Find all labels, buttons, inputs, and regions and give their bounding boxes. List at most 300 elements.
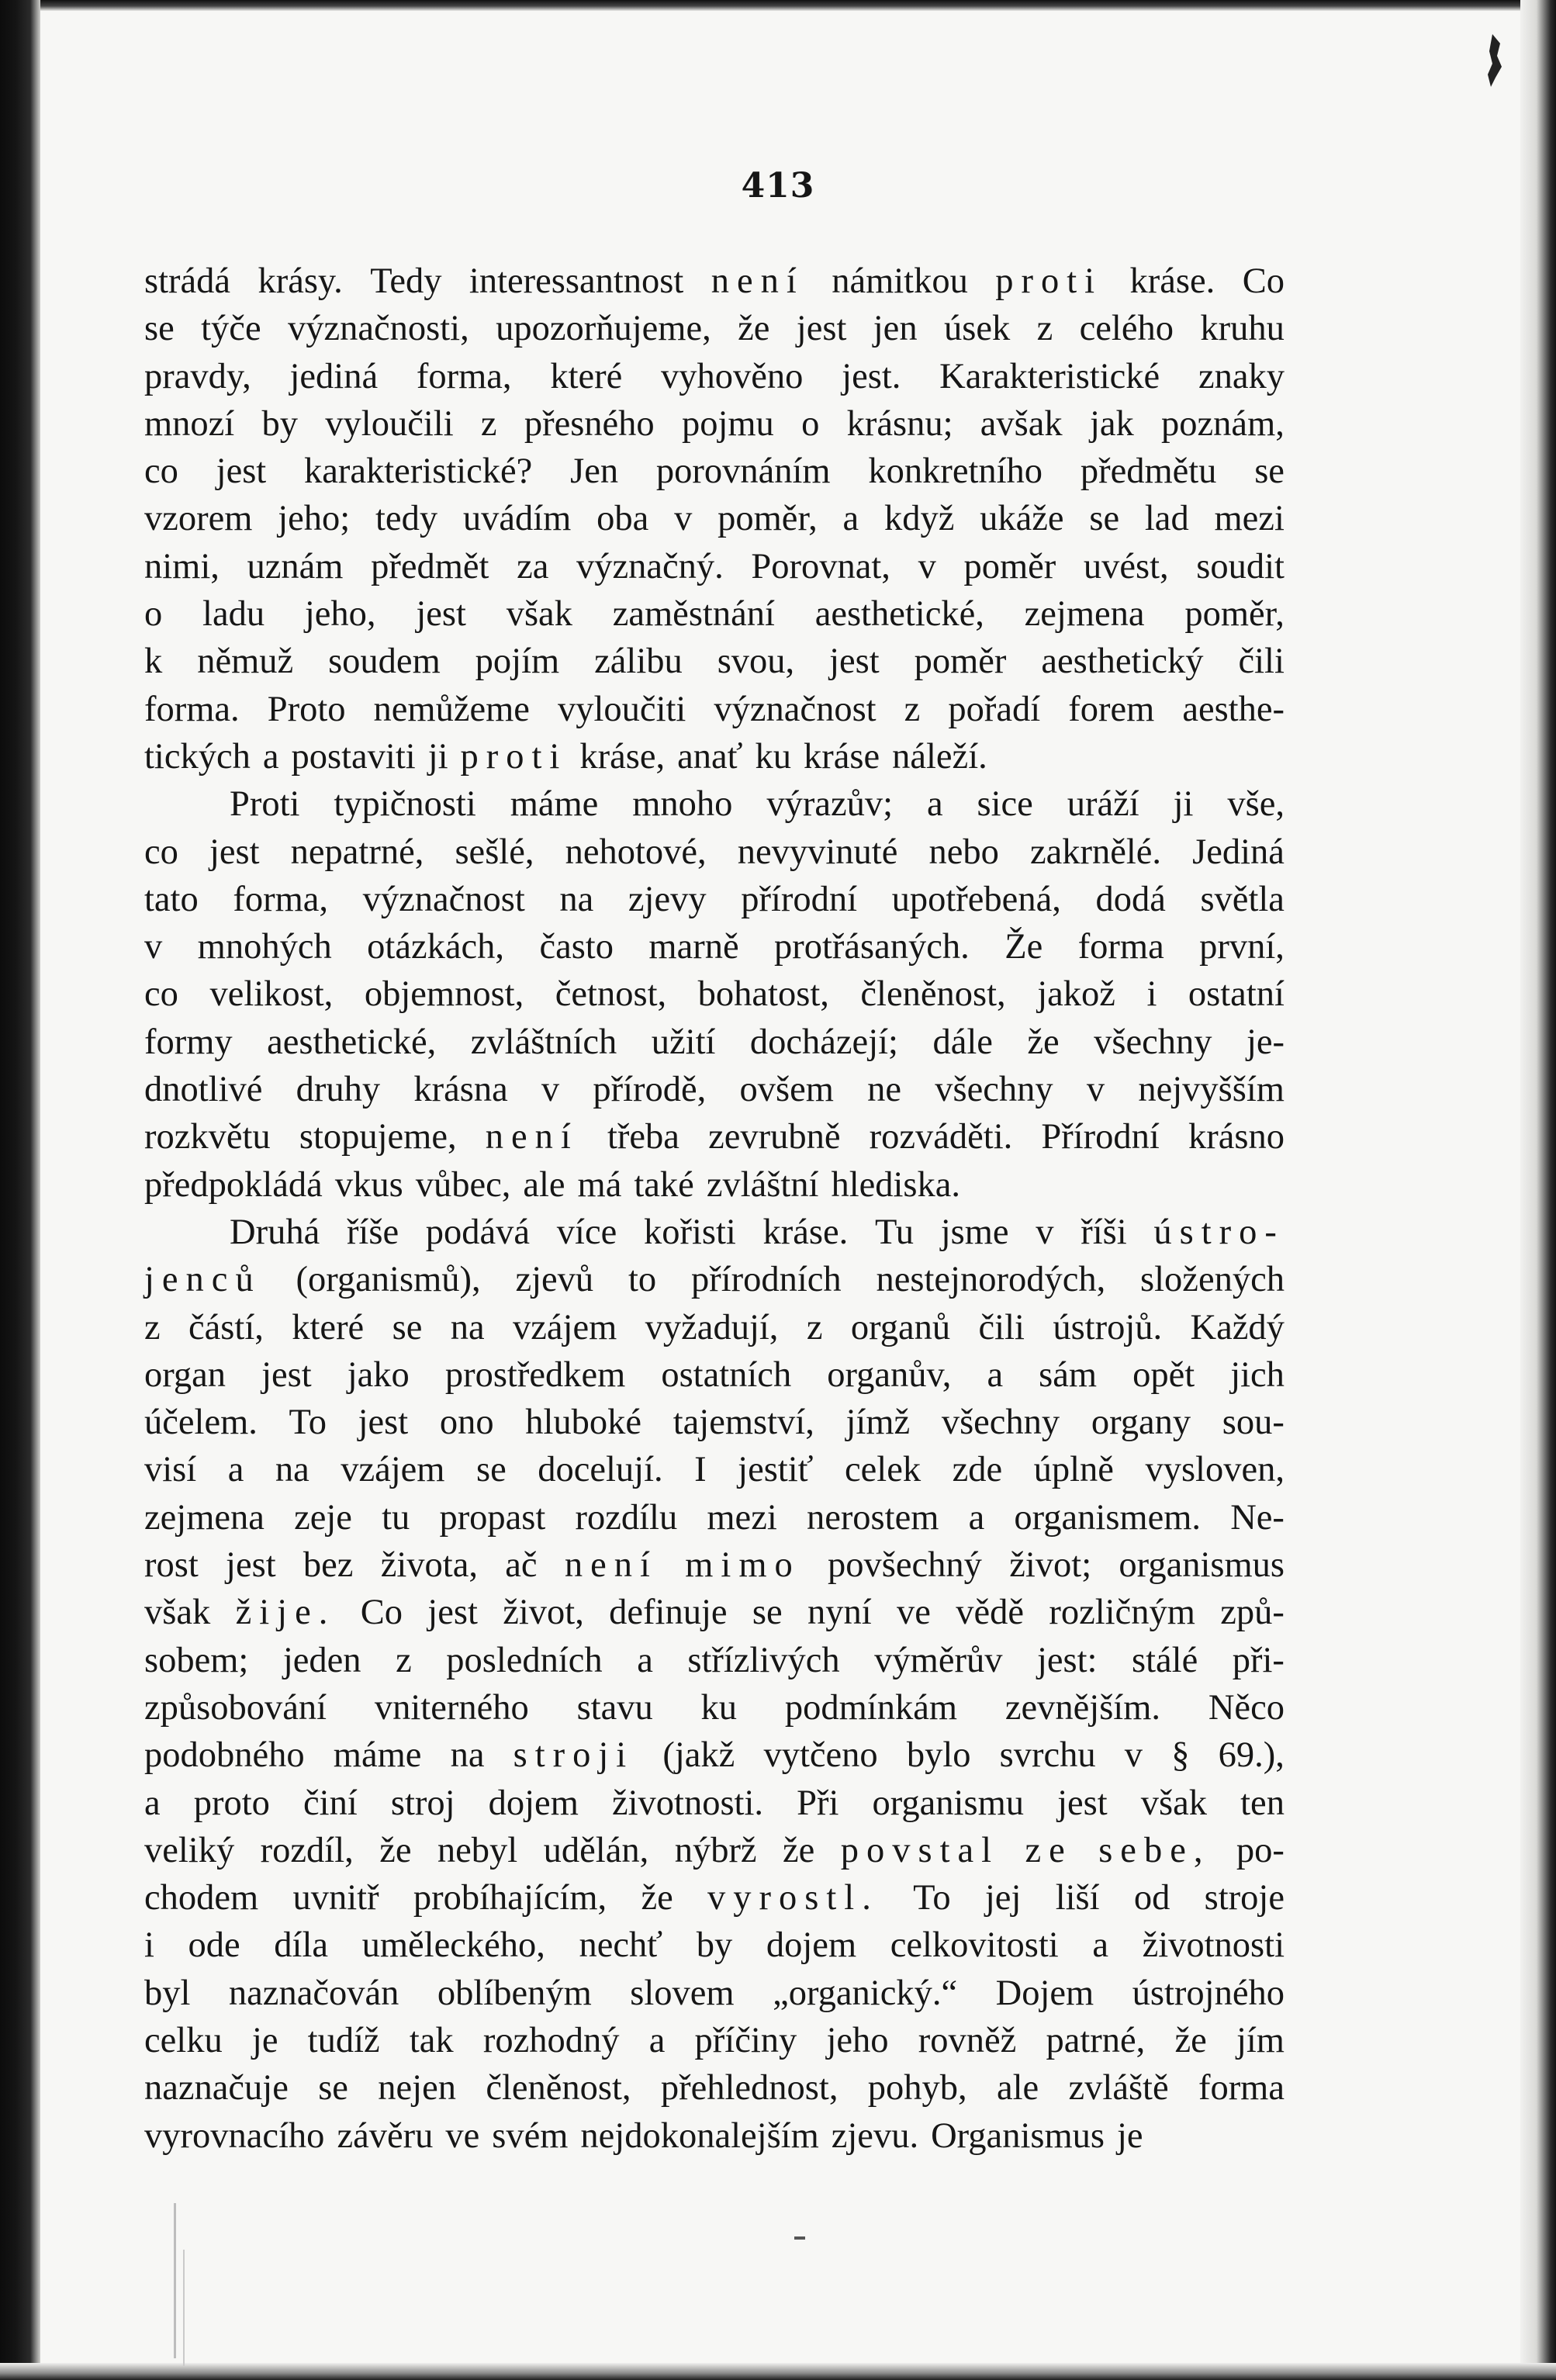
text-line	[144, 448, 1285, 495]
word: mimo	[685, 1545, 800, 1586]
text-line	[144, 2017, 1285, 2064]
word: a	[968, 1497, 985, 1538]
word: jakož	[1037, 974, 1115, 1015]
word: které	[292, 1307, 365, 1347]
word: nepatrné,	[290, 832, 424, 872]
word: forem	[1068, 689, 1155, 729]
word: aesthetické,	[814, 594, 984, 635]
text-line	[144, 638, 1285, 685]
word: máme	[333, 1735, 422, 1776]
word: námitkou	[832, 261, 968, 301]
word: mezi	[707, 1497, 777, 1538]
scan-edge-top	[0, 0, 1556, 11]
word: čili	[1238, 642, 1285, 682]
word: uvnitř	[292, 1878, 379, 1918]
word: posledních	[446, 1640, 603, 1680]
word: Tu	[874, 1212, 915, 1252]
word: vyloučiti	[558, 689, 686, 729]
word: celek	[845, 1450, 921, 1490]
text-line	[144, 1161, 1285, 1209]
word: definuje	[609, 1593, 728, 1633]
word: význačnost	[714, 689, 877, 729]
word: výrazův;	[766, 784, 894, 825]
word: je	[251, 2020, 278, 2060]
word: nyní	[807, 1593, 872, 1633]
text-line	[144, 1209, 1285, 1256]
text-line	[144, 733, 1285, 780]
word: docházejí;	[749, 1022, 898, 1062]
word: jest	[216, 451, 267, 492]
word: jen	[873, 309, 918, 349]
word: jej	[984, 1878, 1022, 1918]
word: karakteristické?	[304, 451, 533, 492]
word: dnotlivé	[144, 1070, 263, 1110]
word: forma,	[416, 356, 512, 396]
word: celkovitosti	[890, 1925, 1059, 1966]
text-line	[144, 1351, 1285, 1399]
word: poměr	[963, 546, 1056, 586]
word: nemůžeme	[373, 689, 530, 729]
text-line	[144, 305, 1285, 352]
word: jeho	[826, 2020, 889, 2060]
word: a	[144, 1783, 161, 1823]
word: jímž	[845, 1403, 911, 1443]
word: Něco	[1208, 1687, 1285, 1728]
word: stálé	[1132, 1640, 1198, 1680]
word: rozváděti.	[869, 1117, 1013, 1157]
word: jest	[261, 1354, 312, 1395]
text-line	[144, 2064, 1285, 2112]
word: jest	[358, 1403, 409, 1443]
word: rozhodný	[482, 2020, 620, 2060]
word: To	[913, 1878, 951, 1918]
text-line	[144, 1399, 1285, 1446]
text-line	[144, 780, 1285, 828]
paragraph	[144, 258, 1285, 780]
word: Jen	[570, 451, 619, 492]
word: výměrův	[874, 1640, 1003, 1680]
word: tu	[382, 1497, 410, 1538]
text-line	[144, 1589, 1285, 1636]
word: Proti	[230, 784, 300, 825]
word: rozdílu	[575, 1497, 678, 1538]
word: Ne-	[1230, 1497, 1285, 1538]
word: jest	[1057, 1783, 1108, 1823]
word: přírodě,	[593, 1070, 707, 1110]
word: a	[987, 1354, 1004, 1395]
word: vysloven,	[1145, 1450, 1285, 1490]
word: patrné,	[1046, 2020, 1146, 2060]
word: první,	[1199, 927, 1285, 967]
word: po-	[1236, 1830, 1285, 1870]
word: ji	[1173, 784, 1194, 825]
word: nebyl	[437, 1830, 518, 1870]
word: jeden	[282, 1640, 361, 1680]
word: k	[144, 642, 163, 682]
word: kořisti	[643, 1212, 736, 1252]
word: organismus	[1119, 1545, 1285, 1586]
word: dodá	[1095, 879, 1166, 919]
text-line	[144, 1019, 1285, 1066]
word: oba	[596, 499, 649, 539]
word: krásna	[413, 1070, 508, 1110]
word: na	[559, 879, 594, 919]
word: forma.	[144, 689, 240, 729]
word: střízlivých	[687, 1640, 840, 1680]
word: na	[275, 1450, 309, 1490]
word: zjevy	[628, 879, 707, 919]
word: soudem	[328, 642, 441, 682]
text-line	[144, 1494, 1285, 1541]
word: mezi	[1214, 499, 1285, 539]
word: poměr	[914, 642, 1007, 682]
word: podává	[425, 1212, 531, 1252]
word: celého	[1079, 309, 1174, 349]
word: není	[485, 1117, 579, 1157]
word: podobného	[144, 1735, 305, 1776]
word: je-	[1246, 1022, 1285, 1062]
word: nehotové,	[565, 832, 707, 872]
word: vkus	[334, 1164, 403, 1205]
word: (organismů),	[296, 1260, 481, 1300]
word: organ	[144, 1354, 226, 1395]
word: stroji	[513, 1735, 635, 1776]
word: jest	[226, 1545, 276, 1586]
word: ostatních	[661, 1354, 792, 1395]
word: však	[144, 1593, 211, 1633]
word: v	[541, 1070, 560, 1110]
word: vše,	[1227, 784, 1285, 825]
text-line	[144, 2112, 1285, 2160]
text-line	[144, 1637, 1285, 1684]
word: četnost,	[555, 974, 667, 1015]
word: Organismus	[931, 2115, 1105, 2156]
word: se	[475, 1450, 507, 1490]
word: všechny	[941, 1403, 1060, 1443]
text-line	[144, 1113, 1285, 1161]
word: říši	[1081, 1212, 1127, 1252]
word: vyloučili	[325, 403, 454, 444]
word: povstal	[840, 1830, 1000, 1870]
paper-scratch	[183, 2250, 185, 2366]
word: otázkách,	[367, 927, 505, 967]
word: organův,	[827, 1354, 952, 1395]
word: více	[556, 1212, 617, 1252]
word: díla	[274, 1925, 329, 1966]
text-line	[144, 829, 1285, 876]
word: 69.),	[1218, 1735, 1285, 1776]
word: říše	[346, 1212, 399, 1252]
scan-edge-right	[1520, 0, 1556, 2380]
word: forma,	[233, 879, 328, 919]
word: sebe,	[1098, 1830, 1211, 1870]
word: Co	[360, 1593, 403, 1633]
paragraph	[144, 780, 1285, 1209]
word: poměr,	[717, 499, 818, 539]
text-line	[144, 1446, 1285, 1493]
word: hlediska.	[831, 1164, 961, 1205]
word: kráse	[804, 736, 880, 777]
ink-mark	[794, 2236, 805, 2240]
word: stroj	[390, 1783, 455, 1823]
word: život,	[503, 1593, 584, 1633]
word: částí,	[188, 1307, 264, 1347]
word: ten	[1240, 1783, 1285, 1823]
word: organy	[1091, 1403, 1191, 1443]
text-line	[144, 258, 1285, 305]
word: se	[318, 2068, 348, 2108]
word: formy	[144, 1022, 233, 1062]
word: z	[396, 1640, 412, 1680]
word: členěnost,	[860, 974, 1006, 1015]
word: nestejnorodých,	[876, 1260, 1106, 1300]
word: sám	[1039, 1354, 1098, 1395]
word: jak	[1089, 403, 1134, 444]
word: na	[450, 1307, 485, 1347]
word: nechť	[579, 1925, 663, 1966]
word: slovem	[630, 1973, 735, 2013]
word: proto	[193, 1783, 270, 1823]
word: zevrubně	[708, 1117, 841, 1157]
word: aesthe-	[1182, 689, 1285, 729]
word: jest.	[842, 356, 901, 396]
word: forma	[1198, 2068, 1285, 2108]
word: v	[674, 499, 693, 539]
word: Tedy	[370, 261, 442, 301]
word: podmínkám	[784, 1687, 958, 1728]
word: které	[550, 356, 623, 396]
word: a	[262, 736, 279, 777]
word: organismu	[872, 1783, 1024, 1823]
text-line	[144, 923, 1285, 970]
word: i	[144, 1925, 154, 1966]
word: všechny	[1094, 1022, 1212, 1062]
word: mnoho	[632, 784, 733, 825]
word: se	[1254, 451, 1285, 492]
word: ovšem	[739, 1070, 834, 1110]
word: že	[1027, 1022, 1060, 1062]
word: vyhověno	[661, 356, 804, 396]
word: kruhu	[1200, 309, 1285, 349]
word: jako	[347, 1354, 410, 1395]
word: jestiť	[738, 1450, 814, 1490]
text-line	[144, 686, 1285, 733]
word: že	[738, 309, 770, 349]
ink-blot	[1486, 33, 1503, 88]
word: ale	[996, 2068, 1039, 2108]
word: přírodních	[690, 1260, 842, 1300]
word: pravdy,	[144, 356, 251, 396]
word: předmětu	[1080, 451, 1217, 492]
word: uměleckého,	[361, 1925, 545, 1966]
word: máme	[510, 784, 599, 825]
word: z	[1036, 309, 1053, 349]
word: závěru	[337, 2115, 434, 2156]
word: všechny	[935, 1070, 1053, 1110]
word: nýbrž	[674, 1830, 757, 1870]
word: visí	[144, 1450, 197, 1490]
word: proti	[460, 736, 568, 777]
word: ze	[1025, 1830, 1073, 1870]
word: rost	[144, 1545, 199, 1586]
word: také	[634, 1164, 694, 1205]
word: se	[752, 1593, 783, 1633]
word: chodem	[144, 1878, 259, 1918]
word: nimi,	[144, 546, 220, 586]
word: organů	[850, 1307, 951, 1347]
word: oblíbeným	[437, 1973, 592, 2013]
text-line	[144, 1922, 1285, 1969]
word: rovněž	[918, 2020, 1017, 2060]
word: dojem	[766, 1925, 857, 1966]
text-line	[144, 1970, 1285, 2017]
word: význačnost	[362, 879, 525, 919]
word: sice	[977, 784, 1033, 825]
word: vytčeno	[763, 1735, 878, 1776]
word: ve	[896, 1593, 931, 1633]
word: v	[1036, 1212, 1054, 1252]
word: a	[227, 1450, 244, 1490]
word: že	[379, 1830, 412, 1870]
word: nejen	[378, 2068, 456, 2108]
word: je	[1116, 2115, 1143, 2156]
word: co	[144, 832, 178, 872]
page-number: 413	[741, 166, 815, 206]
text-line	[144, 590, 1285, 638]
paragraph	[144, 1209, 1285, 2160]
word: není	[564, 1545, 658, 1586]
word: zvláštních	[470, 1022, 617, 1062]
word: v	[1086, 1070, 1105, 1110]
word: bez	[303, 1545, 354, 1586]
word: strádá	[144, 261, 231, 301]
word: tudíž	[307, 2020, 380, 2060]
word: I	[694, 1450, 707, 1490]
word: znaky	[1198, 356, 1285, 396]
word: rozličným	[1049, 1593, 1195, 1633]
word: ale	[523, 1164, 565, 1205]
word: svou,	[717, 642, 795, 682]
word: činí	[303, 1783, 358, 1823]
word: když	[883, 499, 955, 539]
word: často	[539, 927, 614, 967]
text-line	[144, 543, 1285, 590]
word: naznačuje	[144, 2068, 289, 2108]
word: upotřebená,	[891, 879, 1061, 919]
word: avšak	[980, 403, 1063, 444]
word: vůbec,	[415, 1164, 511, 1205]
word: zaměstnání	[612, 594, 775, 635]
word: tato	[144, 879, 199, 919]
word: uvádím	[462, 499, 572, 539]
word: pojím	[475, 642, 560, 682]
word: tak	[409, 2020, 454, 2060]
word: aesthetické,	[267, 1022, 437, 1062]
word: způ-	[1220, 1593, 1285, 1633]
word: z	[904, 689, 921, 729]
word: tedy	[375, 499, 438, 539]
word: jenců	[144, 1260, 261, 1300]
word: postaviti	[291, 736, 416, 777]
word: že	[641, 1878, 673, 1918]
word: jest:	[1036, 1640, 1098, 1680]
word: pohyb,	[867, 2068, 967, 2108]
word: přehlednost,	[660, 2068, 839, 2108]
word: jest	[829, 642, 880, 682]
word: celku	[144, 2020, 223, 2060]
word: ku	[755, 736, 791, 777]
word: nejdokonalejším	[580, 2115, 819, 2156]
word: propast	[439, 1497, 546, 1538]
word: opět	[1132, 1354, 1195, 1395]
text-line	[144, 1304, 1285, 1351]
word: v	[918, 546, 936, 586]
word: nebo	[928, 832, 999, 872]
word: porovnáním	[655, 451, 831, 492]
word: sobem;	[144, 1640, 249, 1680]
word: se	[392, 1307, 423, 1347]
word: na	[450, 1735, 485, 1776]
word: veliký	[144, 1830, 235, 1870]
word: by	[261, 403, 299, 444]
word: náleží.	[892, 736, 987, 777]
text-line	[144, 353, 1285, 400]
word: aesthetický	[1041, 642, 1204, 682]
word: kráse.	[762, 1212, 849, 1252]
word: svém	[492, 2115, 569, 2156]
word: zvláštní	[706, 1164, 819, 1205]
word: anať	[677, 736, 743, 777]
word: zjevu.	[831, 2115, 919, 2156]
word: jeho;	[278, 499, 351, 539]
word: docelují.	[538, 1450, 663, 1490]
word: ústrojů.	[1053, 1307, 1163, 1347]
word: čili	[978, 1307, 1025, 1347]
word: předmět	[371, 546, 489, 586]
word: povšechný	[828, 1545, 982, 1586]
word: kráse.	[1129, 261, 1215, 301]
word: a	[842, 499, 859, 539]
word: němuž	[197, 642, 294, 682]
word: užití	[651, 1022, 716, 1062]
word: a	[926, 784, 943, 825]
word: při-	[1232, 1640, 1285, 1680]
word: tických	[144, 736, 251, 777]
word: vyrovnacího	[144, 2115, 325, 2156]
text-line	[144, 1731, 1285, 1779]
word: uvést,	[1083, 546, 1169, 586]
word: Přírodní	[1041, 1117, 1160, 1157]
word: složených	[1140, 1260, 1285, 1300]
word: jediná	[289, 356, 379, 396]
word: protřásaných.	[774, 927, 970, 967]
word: ne	[867, 1070, 902, 1110]
word: jsme	[940, 1212, 1009, 1252]
word: velikost,	[209, 974, 334, 1015]
word: pořadí	[948, 689, 1041, 729]
word: však	[1140, 1783, 1208, 1823]
word: zevnějším.	[1004, 1687, 1161, 1728]
word: o	[801, 403, 820, 444]
word: vzájem	[513, 1307, 617, 1347]
word: lad	[1144, 499, 1189, 539]
word: Každý	[1190, 1307, 1285, 1347]
word: stopujeme,	[299, 1117, 457, 1157]
word: jeho,	[304, 594, 376, 635]
word: ji	[427, 736, 448, 777]
word: příčiny	[694, 2020, 797, 2060]
word: předpokládá	[144, 1164, 323, 1205]
